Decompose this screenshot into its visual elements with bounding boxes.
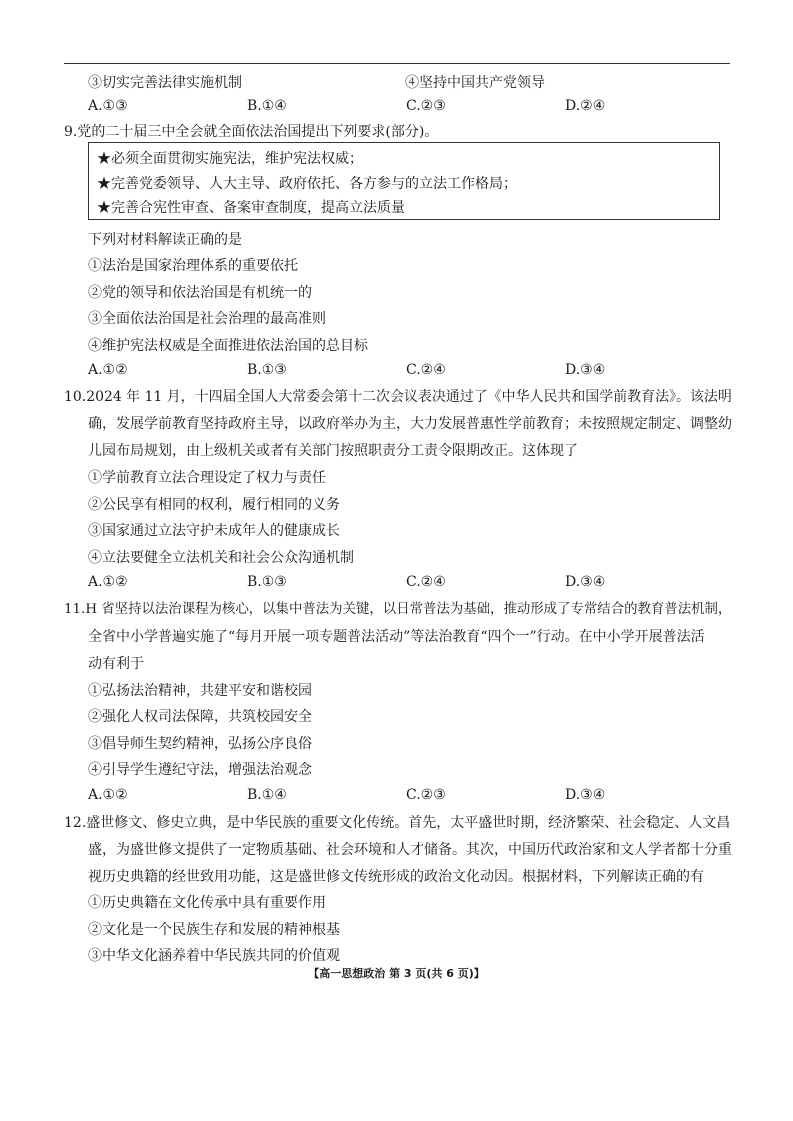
q9-option-a[interactable]: A.①②: [88, 362, 128, 378]
q11-statement: ③倡导师生契约精神，弘扬公序良俗: [88, 736, 312, 752]
q9-statement: ④维护宪法权威是全面推进依法治国的总目标: [88, 338, 368, 354]
q9-option-b[interactable]: B.①③: [247, 362, 287, 378]
q10-option-c[interactable]: C.②④: [406, 574, 446, 590]
q9-statement: ②党的领导和依法治国是有机统一的: [88, 285, 312, 301]
header-rule: [64, 63, 730, 64]
q10-statement: ④立法要健全立法机关和社会公众沟通机制: [88, 550, 354, 566]
q12-stem-line: 盛，为盛世修文提供了一定物质基础、社会环境和人才储备。其次，中国历代政治家和文人学者都十分重: [88, 842, 732, 858]
q12-statement: ①历史典籍在文化传承中具有重要作用: [88, 895, 326, 911]
q11-option-d[interactable]: D.③④: [565, 787, 606, 803]
q10-statement: ①学前教育立法合理设定了权力与责任: [88, 470, 326, 486]
q9-material-line: ★完善党委领导、人大主导、政府依托、各方参与的立法工作格局；: [97, 176, 517, 192]
q8-statement-3: ③切实完善法律实施机制: [88, 75, 242, 91]
q8-option-d[interactable]: D.②④: [565, 98, 606, 114]
q9-stem: 9.党的二十届三中全会就全面依法治国提出下列要求(部分)。: [64, 124, 439, 140]
q10-statement: ②公民享有相同的权利，履行相同的义务: [88, 497, 340, 513]
q8-statement-4: ④坚持中国共产党领导: [405, 75, 545, 91]
q9-statement: ③全面依法治国是社会治理的最高准则: [88, 311, 326, 327]
q11-statement: ②强化人权司法保障，共筑校园安全: [88, 709, 312, 725]
page-footer: 【高一思想政治 第 3 页(共 6 页)】: [308, 967, 485, 980]
q10-stem-line: 确，发展学前教育坚持政府主导，以政府举办为主，大力发展普惠性学前教育；未按照规定制定、调整幼: [88, 416, 732, 432]
q12-stem-line: 视历史典籍的经世致用功能，这是盛世修文传统形成的政治文化动因。根据材料，下列解读正确的有: [88, 869, 704, 885]
q8-option-b[interactable]: B.①④: [247, 98, 287, 114]
q11-option-c[interactable]: C.②③: [406, 787, 446, 803]
q10-option-a[interactable]: A.①②: [88, 574, 128, 590]
q9-option-d[interactable]: D.③④: [565, 362, 606, 378]
q11-option-b[interactable]: B.①④: [247, 787, 287, 803]
q10-statement: ③国家通过立法守护未成年人的健康成长: [88, 523, 340, 539]
q12-stem-line: 12.盛世修文、修史立典，是中华民族的重要文化传统。首先，太平盛世时期，经济繁荣、社会稳定、人文昌: [64, 815, 731, 831]
q8-option-a[interactable]: A.①③: [88, 98, 128, 114]
q11-stem-line: 全省中小学普遍实施了“每月开展一项专题普法活动”等法治教育“四个一”行动。在中小学开展普法活: [88, 629, 705, 645]
q10-stem-line: 10.2024 年 11 月，十四届全国人大常委会第十二次会议表决通过了《中华人民共和国学前教育法》。该法明: [64, 389, 732, 405]
q12-statement: ③中华文化涵养着中华民族共同的价值观: [88, 948, 340, 964]
q8-option-c[interactable]: C.②③: [406, 98, 446, 114]
q11-statement: ①弘扬法治精神，共建平安和谐校园: [88, 683, 312, 699]
q9-material-box: [88, 142, 720, 220]
q10-stem-line: 儿园布局规划，由上级机关或者有关部门按照职责分工责令限期改正。这体现了: [88, 443, 578, 459]
q9-statement: ①法治是国家治理体系的重要依托: [88, 258, 298, 274]
q11-option-a[interactable]: A.①②: [88, 787, 128, 803]
q11-stem-line: 动有利于: [88, 656, 144, 672]
q9-option-c[interactable]: C.②④: [406, 362, 446, 378]
q9-material-line: ★必须全面贯彻实施宪法，维护宪法权威；: [97, 151, 363, 167]
q11-stem-line: 11.H 省坚持以法治课程为核心，以集中普法为关键，以日常普法为基础，推动形成了专常结合的教育普法机制，: [64, 602, 732, 617]
q11-statement: ④引导学生遵纪守法，增强法治观念: [88, 762, 312, 778]
q10-option-b[interactable]: B.①③: [247, 574, 287, 590]
q12-statement: ②文化是一个民族生存和发展的精神根基: [88, 922, 340, 938]
q9-question: 下列对材料解读正确的是: [88, 232, 242, 248]
q9-material-line: ★完善合宪性审查、备案审查制度，提高立法质量: [97, 200, 405, 216]
q10-option-d[interactable]: D.③④: [565, 574, 606, 590]
